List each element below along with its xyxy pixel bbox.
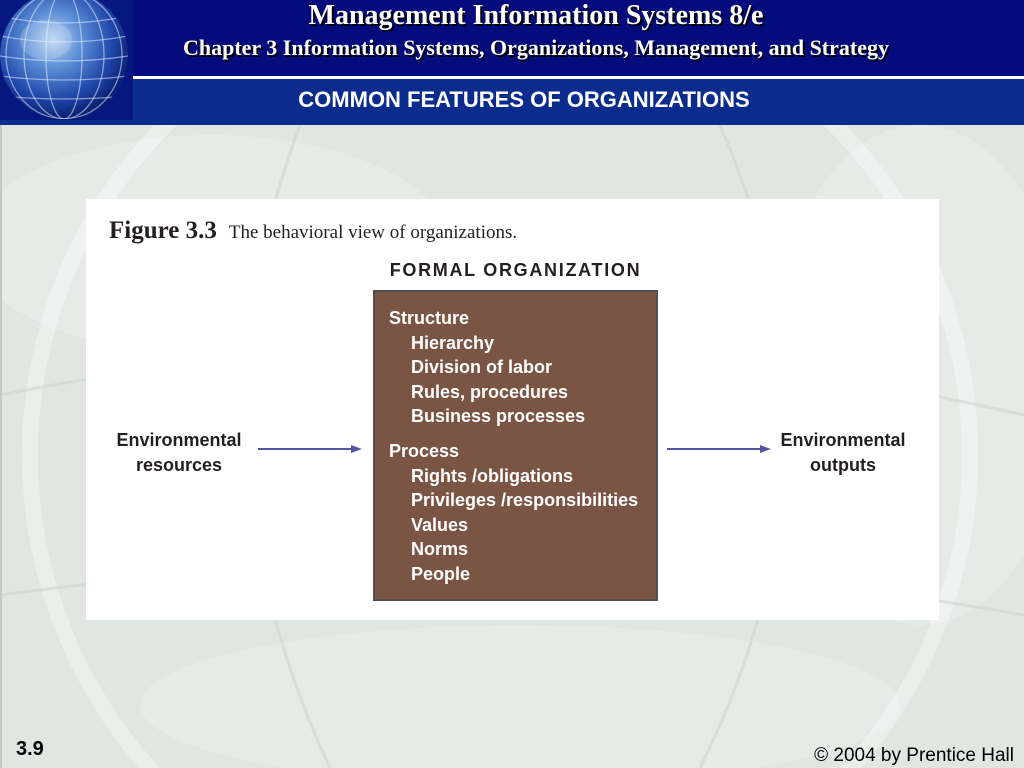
- left-edge-line: [0, 125, 2, 768]
- input-arrow-head: [351, 445, 362, 453]
- organization-box: [373, 290, 658, 601]
- slide-number: 3.9: [16, 738, 44, 760]
- structure-item-rules-procedures: Rules, procedures: [411, 381, 569, 402]
- output-arrow: [667, 442, 773, 456]
- process-item-people: People: [411, 563, 471, 584]
- chapter-subtitle: Chapter 3 Information Systems, Organizations, Management, and Strategy: [182, 35, 889, 60]
- section-title: COMMON FEATURES OF ORGANIZATIONS: [298, 87, 750, 112]
- course-title: Management Information Systems 8/e: [308, 0, 764, 31]
- output-label-line: Environmental: [780, 430, 906, 450]
- formal-organization-heading: FORMAL ORGANIZATION: [389, 260, 642, 280]
- input-label: [109, 428, 249, 478]
- structure-item-hierarchy: Hierarchy: [411, 332, 495, 353]
- input-label-line: Environmental: [116, 430, 242, 450]
- input-arrow: [258, 442, 364, 456]
- process-group: [389, 439, 656, 586]
- process-item-rights-obligations: Rights /obligations: [411, 465, 573, 486]
- figure-caption-text: The behavioral view of organizations.: [228, 222, 518, 243]
- process-item-values: Values: [411, 514, 469, 535]
- process-item-norms: Norms: [411, 539, 469, 559]
- header-divider: [133, 76, 1024, 79]
- structure-heading: Structure: [389, 308, 470, 328]
- copyright-notice: © 2004 by Prentice Hall: [814, 745, 1014, 766]
- process-heading: Process: [389, 441, 460, 461]
- structure-item-business-processes: Business processes: [411, 406, 586, 426]
- input-label-line: resources: [135, 455, 223, 475]
- structure-item-division-of-labor: Division of labor: [411, 357, 553, 377]
- output-arrow-head: [760, 445, 771, 453]
- process-item-privileges-responsibilities: Privileges /responsibilities: [411, 490, 639, 510]
- output-label: [773, 428, 913, 478]
- figure-caption: [109, 216, 517, 248]
- structure-group: [389, 306, 656, 429]
- figure-number: Figure 3.3: [109, 217, 217, 244]
- figure-panel: [86, 199, 939, 620]
- output-label-line: outputs: [810, 455, 876, 475]
